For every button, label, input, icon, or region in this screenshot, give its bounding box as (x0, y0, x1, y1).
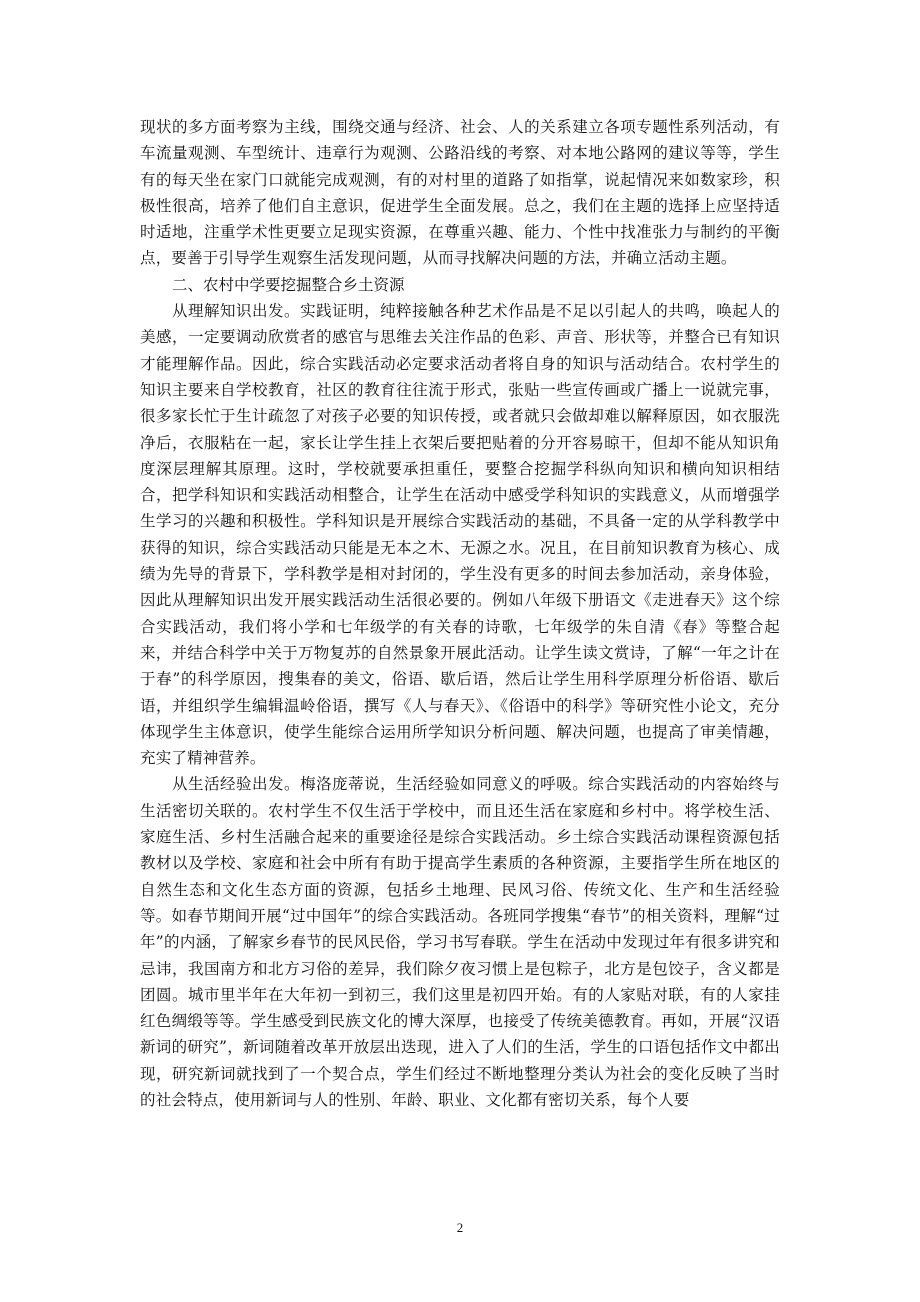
paragraph-knowledge: 从理解知识出发。实践证明，纯粹接触各种艺术作品是不足以引起人的共鸣，唤起人的美感，一定要调动欣赏者的感官与思维去关注作品的色彩、声音、形状等，并整合已有知识才能理解作品。因此，综合实践活动必定要求活动者将自身的知识与活动结合。农村学生的知识主要来自学校教育，社区的教育往往流于形式，张贴一些宣传画或广播上一说就完事，很多家长忙于生计疏忽了对孩子必要的知识传授，或者就只会做却难以解释原因，如衣服洗净后，衣服粘在一起，家长让学生挂上衣架后要把贴着的分开容易晾干，但却不能从知识角度深层理解其原理。这时，学校就要承担重任，要整合挖掘学科纵向知识和横向知识相结合，把学科知识和实践活动相整合，让学生在活动中感受学科知识的实践意义，从而增强学生学习的兴趣和积极性。学科知识是开展综合实践活动的基础，不具备一定的从学科教学中获得的知识，综合实践活动只能是无本之木、无源之水。况且，在目前知识教育为核心、成绩为先导的背景下，学科教学是相对封闭的，学生没有更多的时间去参加活动，亲身体验，因此从理解知识出发开展实践活动生活很必要的。例如八年级下册语文《走进春天》这个综合实践活动，我们将小学和七年级学的有关春的诗歌，七年级学的朱自清《春》等整合起来，并结合科学中关于万物复苏的自然景象开展此活动。让学生读文赏诗，了解“一年之计在于春”的科学原因，搜集春的美文，俗语、歇后语，然后让学生用科学原理分析俗语、歇后语，并组织学生编辑温岭俗语，撰写《人与春天》、《俗语中的科学》等研究性小论文，充分体现学生主体意识，使学生能综合运用所学知识分析问题、解决问题，也提高了审美情趣，充实了精神营养。 (140, 302, 780, 768)
page-number: 2 (456, 1220, 464, 1235)
document-body (140, 114, 780, 1113)
paragraph-life-experience: 从生活经验出发。梅洛庞蒂说，生活经验如同意义的呼吸。综合实践活动的内容始终与生活密切关联的。农村学生不仅生活于学校中，而且还生活在家庭和乡村中。将学校生活、家庭生活、乡村生活融合起来的重要途径是综合实践活动。乡土综合实践活动课程资源包括教材以及学校、家庭和社会中所有有助于提高学生素质的各种资源，主要指学生所在地区的自然生态和文化生态方面的资源，包括乡土地理、民风习俗、传统文化、生产和生活经验等。如春节期间开展“过中国年”的综合实践活动。各班同学搜集“春节”的相关资料，理解“过年”的内涵，了解家乡春节的民风民俗，学习书写春联。学生在活动中发现过年有很多讲究和忌讳，我国南方和北方习俗的差异，我们除夕夜习惯上是包粽子，北方是包饺子，含义都是团圆。城市里半年在大年初一到初三，我们这里是初四开始。有的人家贴对联，有的人家挂红色绸缎等等。学生感受到民族文化的博大深厚，也接受了传统美德教育。再如，开展“汉语新词的研究”，新词随着改革开放层出迭现，进入了人们的生活，学生的口语包括作文中都出现，研究新词就找到了一个契合点，学生们经过不断地整理分类认为社会的变化反映了当时的社会特点，使用新词与人的性别、年龄、职业、文化都有密切关系，每个人要 (140, 775, 780, 1109)
paragraph-continued-intro: 现状的多方面考察为主线，围绕交通与经济、社会、人的关系建立各项专题性系列活动，有车流量观测、车型统计、违章行为观测、公路沿线的考察、对本地公路网的建议等等，学生有的每天坐在家门口就能完成观测，有的对村里的道路了如指掌，说起情况来如数家珍，积极性很高，培养了他们自主意识，促进学生全面发展。总之，我们在主题的选择上应坚持适时适地，注重学术性更要立足现实资源，在尊重兴趣、能力、个性中找准张力与制约的平衡点，要善于引导学生观察生活发现问题，从而寻找解决问题的方法，并确立活动主题。 (140, 118, 780, 268)
section-heading: 二、农村中学要挖掘整合乡土资源 (172, 275, 405, 294)
